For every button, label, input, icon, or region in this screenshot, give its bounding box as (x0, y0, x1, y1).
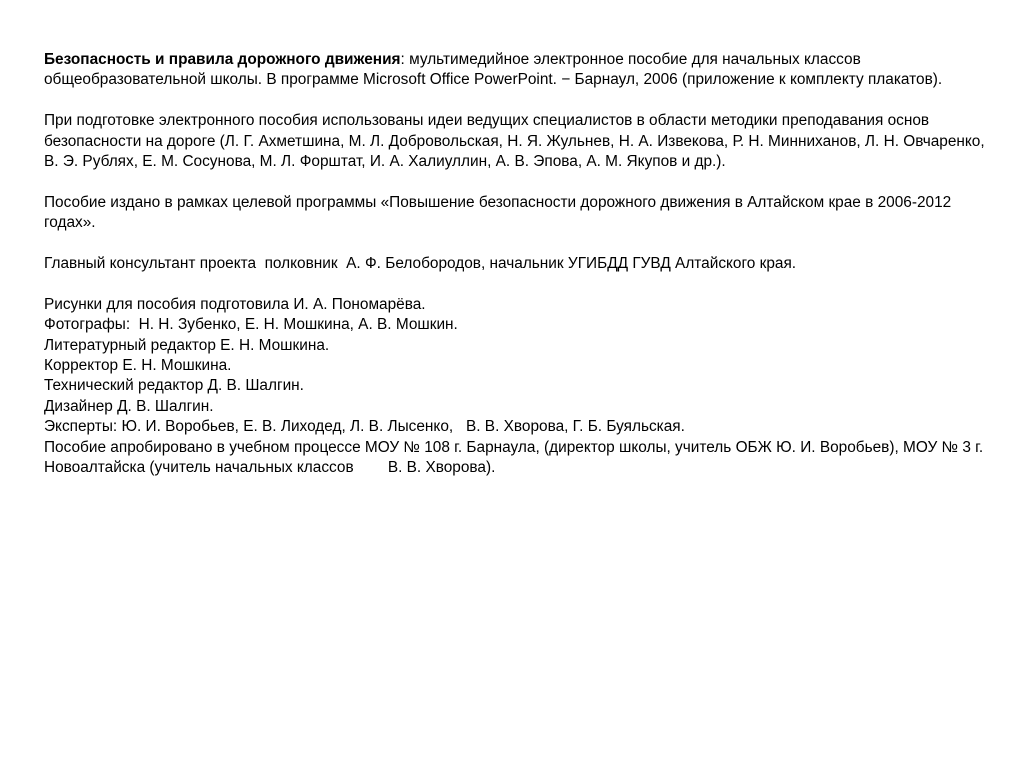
credits-block (44, 295, 994, 479)
document-title: Безопасность и правила дорожного движения (44, 51, 401, 68)
credit-line-photographers: Фотографы: Н. Н. Зубенко, Е. Н. Мошкина, А. В. Мошкин. (44, 316, 458, 334)
credit-line-technical-editor: Технический редактор Д. В. Шалгин. (44, 377, 304, 395)
credit-line-designer: Дизайнер Д. В. Шалгин. (44, 397, 214, 415)
credit-line-proofreader: Корректор Е. Н. Мошкина. (44, 357, 232, 375)
intro-text: : мультимедийное электронное пособие для начальных классов общеобразовательной школы. В программе Microsoft Office PowerPoint. − Барнаул, 2006 (приложение к комплекту плакатов). (44, 51, 943, 89)
program-paragraph: Пособие издано в рамках целевой программы «Повышение безопасности дорожного движения в Алтайском крае в 2006-2012 годах». (44, 193, 956, 232)
credit-line-experts: Эксперты: Ю. И. Воробьев, Е. В. Лиходед, Л. В. Лысенко, В. В. Хворова, Г. Б. Буяльская. (44, 418, 685, 436)
ideas-paragraph: При подготовке электронного пособия использованы идеи ведущих специалистов в области методики преподавания основ безопасности на дороге (Л. Г. Ахметшина, М. Л. Добровольская, Н. Я. Жульнев, Н. А. Извекова, Р. Н. Минниханов, Л. Н. Овчаренко, В. Э. Рублях, Е. М. Сосунова, М. Л. Форштат, И. А. Халиуллин, А. В. Эпова, А. М. Якупов и др.). (44, 112, 989, 171)
intro-paragraph (44, 50, 994, 91)
document-page (44, 50, 994, 478)
consultant-paragraph: Главный консультант проекта полковник А. Ф. Белобородов, начальник УГИБДД ГУВД Алтайского края. (44, 255, 797, 273)
credit-line-literary-editor: Литературный редактор Е. Н. Мошкина. (44, 336, 330, 354)
credit-line-illustrations: Рисунки для пособия подготовила И. А. Пономарёва. (44, 295, 426, 313)
credit-line-approbation: Пособие апробировано в учебном процессе МОУ № 108 г. Барнаула, (директор школы, учитель ОБЖ Ю. И. Воробьев), МОУ № 3 г. Новоалтайска (учитель начальных классов В. В. Хворова). (44, 438, 988, 477)
